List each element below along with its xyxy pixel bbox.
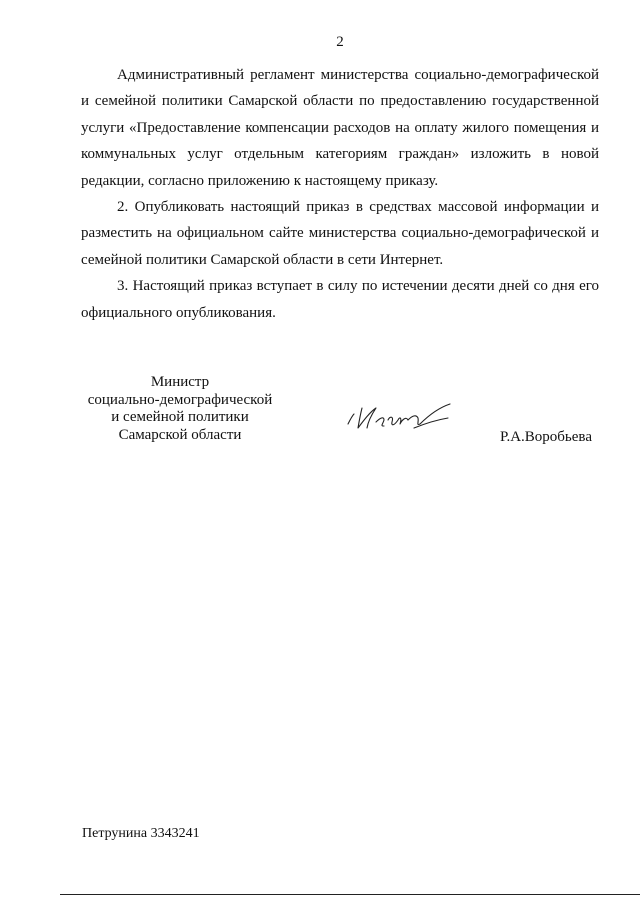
signatory-name: Р.А.Воробьева <box>500 429 592 445</box>
signatory-title-line: социально-демографической <box>87 391 273 408</box>
footer-divider <box>60 894 640 895</box>
paragraph-regulation: Административный регламент министерства социально-демографической и семейной политики Самарской области по предоставлению государственной услуги «Предоставление компенсации расходов на оплату жилого помещения и коммунальных услуг отдельным категориям граждан» изложить в новой редакции, согласно приложению к настоящему приказу. <box>81 67 599 189</box>
handwritten-signature <box>340 398 470 438</box>
signatory-title-line: Самарской области <box>118 426 242 443</box>
signatory-title <box>60 374 300 444</box>
paragraph-publication: 2. Опубликовать настоящий приказ в средствах массовой информации и разместить на официальном сайте министерства социально-демографической и семейной политики Самарской области в сети Интернет. <box>81 199 599 268</box>
signatory-title-line: Министр <box>150 374 210 390</box>
document-body <box>81 62 599 326</box>
paragraph-entry-into-force: 3. Настоящий приказ вступает в силу по истечении десяти дней со дня его официального опубликования. <box>81 278 599 321</box>
signatory-title-line: и семейной политики <box>111 409 249 425</box>
page-number: 2 <box>336 34 344 50</box>
executor-contact: Петрунина 3343241 <box>82 826 200 841</box>
